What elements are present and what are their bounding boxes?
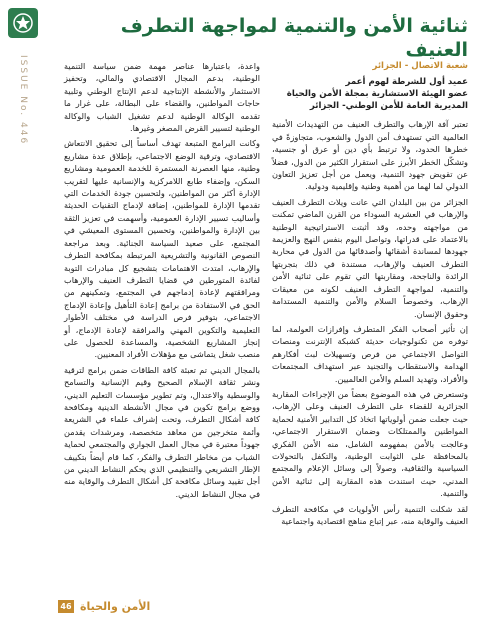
emblem-icon bbox=[12, 12, 34, 34]
body-paragraph: تعتبر آفة الإرهاب والتطرف العنيف من التهديدات الأمنية العالمية التي تستهدف أمن الدول والشعوب، متجاوزةً في خطرها الحدود، ولا ترتبط بأي دين أو عرق أو جنسية، وتشكّل الخطر الأبرز على استقرار الكثير من الدول، فضلاً عن تقويض جهود التنمية، ويعمل من أجل تعزيز التعاون الدولي لما لهما من أهمية وطنية وإقليمية ودولية. bbox=[272, 119, 468, 192]
magazine-logo bbox=[8, 8, 38, 38]
body-paragraph: واعدة، باعتبارها عناصر مهمة ضمن سياسة التنمية الوطنية، بدعم المجال الاقتصادي والمالي، وتحفيز الاستثمار والأنشطة الإنتاجية لدعم الإنتاج الوطني وتلبية حاجات المواطنين، والقضاء على البطالة، على غرار ما تقدمه الوكالة الوطنية لدعم تشغيل الشباب والوكالة الوطنية لتسيير القرض المصغر وغيرها. bbox=[64, 61, 260, 134]
issue-number-text: ISSUE No. 446 bbox=[18, 55, 28, 146]
page-number: 46 bbox=[58, 600, 74, 613]
author-name: عميد أول للشرطة لهوم أعمر bbox=[345, 77, 468, 88]
body-paragraph: لقد شكلت التنمية رأس الأولويات في مكافحة التطرف العنيف والوقاية منه، عبر إتباع مناهج اقتصادية واجتماعية bbox=[272, 503, 468, 526]
left-column bbox=[64, 60, 260, 503]
body-paragraph: بالمجال الديني تم تعبئة كافة الطاقات ضمن برامج لترقية ونشر ثقافة الإسلام الصحيح وقيم الإنسانية والتسامح والوسطية والاعتدال، وتم تطوير مؤسسات التعليم الديني، ووضع برامج تكوين في مجال الأنشطة الدينية ومكافحة كافة أشكال التطرف، وتحت إشراف علماء في الشريعة وأئمة متخرجين من معاهد متخصصة، ومرشدات يقدمن جهوداً معتبرة في مجال العمل الجواري والمجتمعي لحماية الشباب من مخاطر التطرف والفكر، كما قام أيضاً بتكييف الإطار التشريعي والتنظيمي الذي يحكم النشاط الديني من أجل تقييد وسائل مكافحة كل أشكال التطرف والوقاية منه في مجال النشاط الديني. bbox=[64, 364, 260, 499]
magazine-name: الأمن والحياة bbox=[80, 600, 151, 613]
right-column bbox=[272, 60, 468, 530]
body-paragraph: وكانت البرامج المتبعة تهدف أساساً إلى تحقيق الانتعاش الاقتصادي، وترقية الوضع الاجتماعي، بإطلاق عدة مشاريع وطنية، منها العصرنة المستمرة للخدمة العمومية ومشاريع السكن، وإضفاء طابع اللامركزية والإنسانية عليها لتقريب الإدارة أكثر من المواطنين، ولتحسين جودة الخدمات التي تقدمها الإدارة للمواطنين، إضافة لإدماج التقنيات الحديثة وأساليب تسيير الإدارة العمومية، وأسهمت في تعزيز الثقة بين الإدارة والمواطنين، وتحسين المستوى المعيشي في المجتمع، على صعيد السياسة الجنائية. وبعد مراجعة النصوص القانونية والتشريعية المرتبطة بمكافحة التطرف والإرهاب، امتدت الاهتمامات بتشجيع كل مبادرات التوبة لفائدة المتورطين في قضايا التطرف العنيف والإرهاب ومرافقتهم لإعادة إدماجهم في المجتمع، وتمكينهم من الحق في الاستفادة من برامج إعادة التأهيل وإعادة الإدماج الاجتماعي، بتوفير فرص الدراسة في مختلف الأطوار التعليمية والتكوين المهني والمرافقة لإعادة الإدماج، أو إنجاز المشاريع الشخصية، والمساعدة للحصول على منصب شغل يتماشى مع مؤهلات الأفراد المعنيين. bbox=[64, 138, 260, 360]
body-paragraph: إن تأثير أصحاب الفكر المتطرف وإفرازات العولمة، لما توفره من تكنولوجيات حديثة كشبكة الإنترنت ومنصات التواصل الاجتماعي من فرص وتسهيلات لبث أفكارهم الهدامة والاستقطاب والتجنيد عبر استهداف المجتمعات والأفراد، وتهديد السلم والأمن العالميين. bbox=[272, 323, 468, 384]
issue-number-vertical bbox=[4, 55, 42, 205]
body-paragraph: وتستعرض في هذه الموضوع بعضاً من الإجراءات المقاربة الجزائرية للقضاء على التطرف العنيف وعلى الإرهاب، حيث جعلت ضمن أولوياتها اتخاذ كل التدابير الأمنية لحماية المواطنين والممتلكات وضمان الاستقرار الاجتماعي، وعالجت بالأمن بمفهومه الشامل، منه الأمن الفكري بالمحافظة على الثوابت الوطنية، والتكفل بالتحولات السياسية والثقافية، وصولاً إلى وسائل الإعلام والمجتمع المدني، حيث استندت هذه المقاربة إلى ثنائية الأمن والتنمية. bbox=[272, 388, 468, 499]
author-block bbox=[272, 76, 468, 112]
author-role: عضو الهيئة الاستشارية بمجلة الأمن والحياة bbox=[286, 89, 468, 100]
body-paragraph: الجزائر من بين البلدان التي عانت ويلات التطرف العنيف والإرهاب في العشرية السوداء من القرن الماضي تمكنت من مواجهته وحده، وقد أثبتت الاستراتيجية الوطنية بالاعتماد على قدراتها، وتواصل اليوم بنفس النهج والعزيمة جهودها لمساندة أشقائها وأصدقائها من الدول في محاربة التطرف العنيف والإرهاب، مستندة في ذلك بتجربتها الرائدة والناجحة، ومقاربتها التي تقوم على ثنائية الأمن والتنمية، لمواجهة التطرف العنيف لكونه من معيقات الإرهاب، وخصوصاً السلام والأمن والتنمية المستدامة وحقوق الإنسان. bbox=[272, 196, 468, 319]
section-kicker: شعبة الاتصال - الجزائر bbox=[372, 61, 468, 71]
article-title: ثنائية الأمن والتنمية لمواجهة التطرف العنيف bbox=[120, 15, 468, 61]
left-margin-strip bbox=[0, 0, 46, 617]
page-footer bbox=[0, 598, 480, 617]
author-affiliation: المديرية العامة للأمن الوطني- الجزائر bbox=[309, 101, 468, 112]
